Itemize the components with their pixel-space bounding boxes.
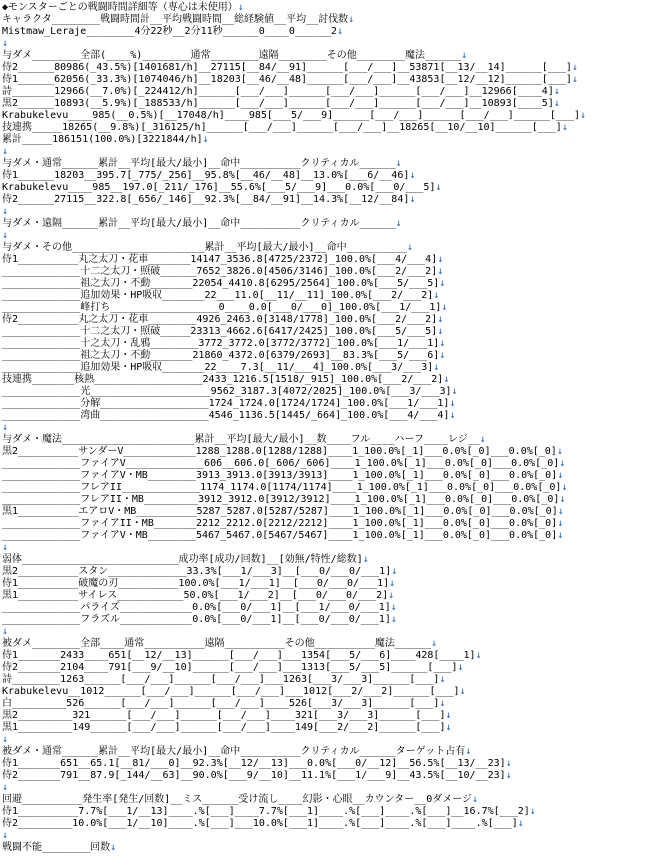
- return-mark-icon: ↓: [557, 470, 564, 481]
- line-text: _____________湾曲__________________4546_1136.5[1445/_664]_100.0%[___4/___4]: [2, 410, 450, 421]
- return-mark-icon: ↓: [553, 86, 560, 97]
- text-line: [2, 686, 466, 698]
- line-text: 累計_____186151(100.0%)[3221844/h]: [2, 134, 203, 145]
- return-mark-icon: ↓: [439, 350, 446, 361]
- return-mark-icon: ↓: [475, 650, 482, 661]
- text-line: [2, 794, 478, 806]
- text-line: [2, 758, 512, 770]
- line-text: キャラクタ________戦闘時間計__平均戦闘時間__総経験値__平均__討伐数: [2, 14, 349, 25]
- text-line: [2, 470, 563, 482]
- return-mark-icon: ↓: [433, 290, 440, 301]
- return-mark-icon: ↓: [437, 326, 444, 337]
- line-text: _____________ファイアV_____________606__606.0[_606/_606]____1_100.0%[_1]___0.0%[_0]___0.0%[_0]: [2, 458, 560, 469]
- text-line: [2, 578, 395, 590]
- line-text: 与ダメ・遠隔______累計__平均[最大/最小]__命中__________クリティカル______: [2, 218, 396, 229]
- text-line: [2, 266, 443, 278]
- text-line: [2, 410, 456, 422]
- return-mark-icon: ↓: [556, 446, 563, 457]
- text-line: [2, 530, 563, 542]
- return-mark-icon: ↓: [388, 590, 395, 601]
- line-text: 黒2_________321______[___/___]______[___/___]____321[___3/___3]______[___]: [2, 710, 446, 721]
- line-text: 詩_______12966(__7.0%)[_224412/h]______[___/___]______[___/___]______[___/___]__12966[____4]: [2, 86, 554, 97]
- line-text: 侍2______27115__322.8[_656/_146]__92.3%[__84/__91]__14.3%[__12/__84]: [2, 194, 410, 205]
- line-text: 黒2__________サンダーV____________1288_1288.0[1288/1288]____1_100.0%[_1]___0.0%[_0]___0.0%[_0]: [2, 446, 557, 457]
- text-line: [2, 626, 8, 638]
- return-mark-icon: ↓: [390, 614, 397, 625]
- return-mark-icon: ↓: [529, 806, 536, 817]
- text-line: [2, 434, 486, 446]
- line-text: 侍2______80986(_43.5%)[1401681/h]__27115[__84/__91]______[___/___]__53871[__13/__14]______[___]: [2, 62, 572, 73]
- text-line: [2, 518, 563, 530]
- text-line: [2, 374, 449, 386]
- line-text: 被ダメ・通常______累計__平均[最大/最小]__命中__________クリティカル______ターゲット占有: [2, 746, 466, 757]
- return-mark-icon: ↓: [348, 14, 355, 25]
- text-line: [2, 830, 8, 842]
- line-text: _____________フレアII_____________1174_1174.0[1174/1174]____1_100.0%[_1]___0.0%[_0]___0.0%[_0]: [2, 482, 562, 493]
- line-text: 侍1______62056(_33.3%)[1074046/h]__18203[__46/__48]______[___/___]__43853[__12/__12]______[___]: [2, 74, 572, 85]
- return-mark-icon: ↓: [437, 314, 444, 325]
- text-line: [2, 230, 8, 242]
- return-mark-icon: ↓: [395, 158, 402, 169]
- line-text: _____________ファイアV・MB________3913_3913.0[3913/3913]____1_100.0%[_1]___0.0%[_0]___0.0%[_0]: [2, 470, 558, 481]
- return-mark-icon: ↓: [2, 626, 9, 637]
- line-text: _____________ファイアII・MB_______2212_2212.0[2212/2212]____1_100.0%[_1]___0.0%[_0]___0.0%[_0]: [2, 518, 558, 529]
- text-line: [2, 842, 116, 854]
- line-text: 黒2______10893(__5.9%)[_188533/h]______[___/___]______[___/___]______[___/___]__10893[____5]: [2, 98, 554, 109]
- return-mark-icon: ↓: [389, 578, 396, 589]
- return-mark-icon: ↓: [2, 38, 9, 49]
- return-mark-icon: ↓: [557, 506, 564, 517]
- return-mark-icon: ↓: [439, 338, 446, 349]
- text-line: [2, 350, 445, 362]
- return-mark-icon: ↓: [406, 242, 413, 253]
- text-line: [2, 710, 452, 722]
- text-line: [2, 38, 8, 50]
- text-line: [2, 506, 564, 518]
- return-mark-icon: ↓: [390, 602, 397, 613]
- line-text: Krabukelevu____985(__0.5%)[__17048/h]____985[___5/___9]______[___/___]______[___/___]______[___]: [2, 110, 580, 121]
- line-text: 与ダメ・魔法______________________累計__平均[最大/最小]__数____フル____ハーフ____レジ__: [2, 434, 480, 445]
- text-line: [2, 314, 443, 326]
- return-mark-icon: ↓: [2, 230, 9, 241]
- line-text: 詩________1263______[___/___]______[___/___]___1263[___3/___3]______[___]: [2, 674, 440, 685]
- return-mark-icon: ↓: [441, 302, 448, 313]
- line-text: _____________祖之太刀・不動_______21860_4372.0[6379/2693]__83.3%[___5/___6]: [2, 350, 440, 361]
- return-mark-icon: ↓: [430, 638, 438, 649]
- text-line: [2, 722, 452, 734]
- text-line: [2, 782, 8, 794]
- text-line: [2, 542, 8, 554]
- line-text: 戦闘不能________回数: [2, 842, 111, 853]
- return-mark-icon: ↓: [362, 554, 369, 565]
- line-text: 侍2_______2104____791[___9/__10]______[___/___]___1313[___5/___5]______[___]: [2, 662, 458, 673]
- text-line: [2, 194, 415, 206]
- line-text: 侍1_______651__65.1[__81/___0]__92.3%[__12/__13]___0.0%[___0/__12]__56.5%[__13/__23]: [2, 758, 506, 769]
- return-mark-icon: ↓: [553, 98, 560, 109]
- text-line: [2, 566, 397, 578]
- return-mark-icon: ↓: [559, 494, 566, 505]
- text-line: [2, 662, 464, 674]
- text-line: [2, 422, 8, 434]
- return-mark-icon: ↓: [459, 686, 466, 697]
- text-line: [2, 398, 456, 410]
- line-text: _____________十之太刀・乱鴉________3772_3772.0[3772/3772]_100.0%[___1/___1]: [2, 338, 440, 349]
- text-line: [2, 590, 394, 602]
- return-mark-icon: ↓: [445, 722, 452, 733]
- text-line: [2, 26, 343, 38]
- text-line: [2, 770, 512, 782]
- return-mark-icon: ↓: [2, 782, 9, 793]
- text-line: [2, 614, 397, 626]
- text-line: [2, 122, 568, 134]
- return-mark-icon: ↓: [391, 566, 398, 577]
- return-mark-icon: ↓: [237, 2, 244, 13]
- text-line: [2, 698, 446, 710]
- return-mark-icon: ↓: [409, 194, 416, 205]
- return-mark-icon: ↓: [472, 794, 479, 805]
- return-mark-icon: ↓: [2, 830, 9, 841]
- text-line: [2, 254, 443, 266]
- line-text: 被ダメ________全部____通常__________遠隔__________その他__________魔法______: [2, 638, 431, 649]
- text-line: [2, 278, 445, 290]
- line-text: 侍2_______791__87.9[_144/__63]__90.0%[___9/__10]__11.1%[___1/___9]__43.5%[__10/__23]: [2, 770, 506, 781]
- text-line: [2, 50, 467, 62]
- line-text: _____________光____________________9562_3187.3[4072/2025]_100.0%[___3/___3]: [2, 386, 452, 397]
- line-text: 技連携_______核熱__________________2433_1216.5[1518/_915]_100.0%[___2/___2]: [2, 374, 444, 385]
- line-text: 白_________526______[___/___]______[___/___]____526[___3/___3]______[___]: [2, 698, 440, 709]
- line-text: ◆モンスターごとの戦闘時間詳細等（専心は未使用）: [2, 2, 238, 13]
- text-line: [2, 458, 565, 470]
- line-text: 与ダメ・通常______累計__平均[最大/最小]__命中__________クリティカル______: [2, 158, 396, 169]
- return-mark-icon: ↓: [505, 758, 512, 769]
- line-text: _____________十二之太刀・照破______7652_3826.0[4506/3146]_100.0%[___2/___2]: [2, 266, 438, 277]
- text-line: [2, 218, 402, 230]
- text-line: [2, 290, 439, 302]
- line-text: _____________追加効果・HP吸収_______22___11.0[__11/__11]_100.0%[___2/___2]: [2, 290, 434, 301]
- line-text: 弱体__________________________成功率[成功/回数]__[効無/特性/総数]: [2, 554, 363, 565]
- text-line: [2, 146, 8, 158]
- return-mark-icon: ↓: [579, 110, 586, 121]
- line-text: 侍1__________破魔の刃__________100.0%[___1/___1]__[___0/___0/___1]: [2, 578, 390, 589]
- line-text: _____________フレアII・MB_________3912_3912.0[3912/3912]____1_100.0%[_1]___0.0%[_0]___0.0%[_0]: [2, 494, 560, 505]
- text-line: [2, 602, 397, 614]
- text-line: [2, 110, 586, 122]
- text-line: [2, 86, 560, 98]
- return-mark-icon: ↓: [2, 542, 9, 553]
- return-mark-icon: ↓: [561, 482, 568, 493]
- return-mark-icon: ↓: [457, 662, 464, 673]
- line-text: Mistmaw_Leraje________4分22秒__2分11秒______0____0______2: [2, 26, 338, 37]
- return-mark-icon: ↓: [557, 518, 564, 529]
- return-mark-icon: ↓: [443, 374, 450, 385]
- return-mark-icon: ↓: [395, 218, 402, 229]
- text-line: [2, 134, 209, 146]
- line-text: _____________フラズル____________0.0%[___0/___1]__[___0/___0/___1]: [2, 614, 391, 625]
- line-text: Krabukelevu____985__197.0[_211/_176]__55.6%[___5/___9]___0.0%[___0/___5]: [2, 182, 436, 193]
- line-text: _____________十二之太刀・照破_____23313_4662.6[6417/2425]_100.0%[___5/___5]: [2, 326, 438, 337]
- text-line: [2, 338, 445, 350]
- return-mark-icon: ↓: [202, 134, 209, 145]
- text-line: [2, 62, 578, 74]
- text-line: [2, 326, 443, 338]
- line-text: Krabukelevu__1012______[___/___]______[___/___]___1012[___2/___2]______[___]: [2, 686, 460, 697]
- return-mark-icon: ↓: [561, 122, 568, 133]
- text-line: [2, 302, 447, 314]
- return-mark-icon: ↓: [461, 50, 468, 61]
- return-mark-icon: ↓: [449, 398, 456, 409]
- line-text: _____________パライズ____________0.0%[___0/___1]__[___1/___0/___1]: [2, 602, 391, 613]
- text-line: [2, 746, 471, 758]
- text-line: [2, 14, 354, 26]
- text-line: [2, 158, 402, 170]
- return-mark-icon: ↓: [465, 746, 472, 757]
- return-mark-icon: ↓: [559, 458, 566, 469]
- line-text: 与ダメ________全部(____%)________通常________遠隔________その他________魔法______: [2, 50, 462, 61]
- text-line: [2, 386, 458, 398]
- text-line: [2, 818, 524, 830]
- return-mark-icon: ↓: [449, 410, 456, 421]
- line-text: 黒1__________エアロV・MB__________5287_5287.0[5287/5287]____1_100.0%[_1]___0.0%[_0]___0.0%[_0]: [2, 506, 558, 517]
- return-mark-icon: ↓: [439, 698, 446, 709]
- line-text: 侍2_________10.0%[___1/__10]____.%[___]___10.0%[___1]____.%[___]____.%[___]____.%[___]: [2, 818, 518, 829]
- return-mark-icon: ↓: [571, 74, 578, 85]
- return-mark-icon: ↓: [110, 842, 117, 853]
- line-text: _____________追加効果・HP吸収_______22____7.3[__11/___4]_100.0%[___3/___3]: [2, 362, 434, 373]
- line-text: 侍1__________7.7%[___1/__13]____.%[___]____7.7%[___1]____.%[___]____.%[___]__16.7%[___2]: [2, 806, 530, 817]
- return-mark-icon: ↓: [2, 206, 9, 217]
- return-mark-icon: ↓: [409, 170, 416, 181]
- return-mark-icon: ↓: [571, 62, 578, 73]
- return-mark-icon: ↓: [437, 254, 444, 265]
- text-line: [2, 182, 442, 194]
- text-line: [2, 638, 437, 650]
- return-mark-icon: ↓: [437, 266, 444, 277]
- return-mark-icon: ↓: [439, 674, 446, 685]
- text-line: [2, 446, 563, 458]
- text-line: [2, 242, 413, 254]
- line-text: 侍2__________丸之太刀・花車________4926_2463.0[3148/1778]_100.0%[___2/___2]: [2, 314, 438, 325]
- return-mark-icon: ↓: [439, 278, 446, 289]
- line-text: 与ダメ・その他______________________累計__平均[最大/最小]__命中__________: [2, 242, 407, 253]
- text-line: [2, 206, 8, 218]
- line-text: 回避__________発生率[発生/回数]__ミス______受け流し____幻影・心眼__カウンター__0ダメージ: [2, 794, 473, 805]
- return-mark-icon: ↓: [557, 530, 564, 541]
- return-mark-icon: ↓: [517, 818, 524, 829]
- text-line: [2, 494, 565, 506]
- line-text: 黒1_________149______[___/___]______[___/___]____149[___2/___2]______[___]: [2, 722, 446, 733]
- return-mark-icon: ↓: [505, 770, 512, 781]
- text-line: [2, 650, 482, 662]
- text-line: [2, 806, 536, 818]
- line-text: 黒1__________サイレス___________50.0%[___1/___2]__[___0/___0/___2]: [2, 590, 389, 601]
- return-mark-icon: ↓: [433, 362, 440, 373]
- text-line: [2, 170, 415, 182]
- return-mark-icon: ↓: [2, 734, 9, 745]
- line-text: _____________ファイアV・MB________5467_5467.0[5467/5467]____1_100.0%[_1]___0.0%[_0]___0.0%[_0]: [2, 530, 558, 541]
- return-mark-icon: ↓: [479, 434, 486, 445]
- text-line: [2, 674, 446, 686]
- return-mark-icon: ↓: [337, 26, 344, 37]
- return-mark-icon: ↓: [445, 710, 452, 721]
- text-line: [2, 734, 8, 746]
- line-text: 侍1_______2433____651[__12/__13]______[___/___]___1354[___5/___6]____428[____1]: [2, 650, 476, 661]
- text-line: [2, 554, 369, 566]
- line-text: 黒2__________スタン_____________33.3%[___1/___3]__[___0/___0/___1]: [2, 566, 392, 577]
- line-text: 侍1__________丸之太刀・花車_______14147_3536.8[4725/2372]_100.0%[___4/___4]: [2, 254, 438, 265]
- text-line: [2, 482, 567, 494]
- line-text: _____________分解__________________1724_1724.0[1724/1724]_100.0%[___1/___1]: [2, 398, 450, 409]
- line-text: 技連携_____18265(__9.8%)[_316125/h]______[___/___]______[___/___]__18265[__10/__10]______[___]: [2, 122, 562, 133]
- text-line: [2, 2, 244, 14]
- line-text: _____________祖之太刀・不動_______22054_4410.8[6295/2564]_100.0%[___5/___5]: [2, 278, 440, 289]
- return-mark-icon: ↓: [2, 146, 9, 157]
- return-mark-icon: ↓: [435, 182, 442, 193]
- text-line: [2, 362, 439, 374]
- return-mark-icon: ↓: [2, 422, 9, 433]
- text-line: [2, 74, 578, 86]
- line-text: 侍1______18203__395.7[_775/_256]__95.8%[__46/__48]__13.0%[___6/__46]: [2, 170, 410, 181]
- return-mark-icon: ↓: [451, 386, 458, 397]
- text-line: [2, 98, 560, 110]
- line-text: _____________峰打ち__________________0____0.0[___0/___0]_100.0%[___1/___1]: [2, 302, 442, 313]
